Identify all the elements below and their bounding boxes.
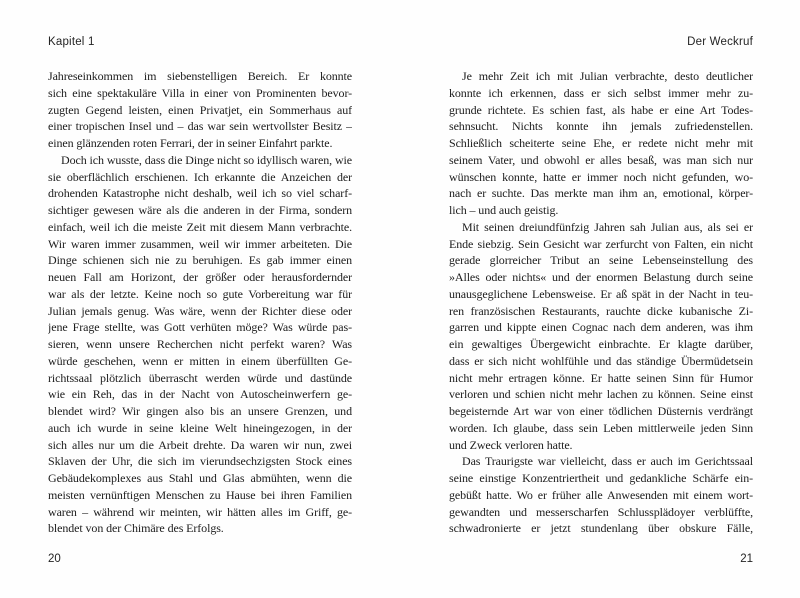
text-line: Gebäudekomplexes aus Stahl und Glas abmühten, wenn die bbox=[48, 471, 352, 485]
text-line: Schließlich scheiterte seine Ehe, er redete nicht mehr mit bbox=[449, 136, 753, 150]
text-line: einer tropischen Insel und – das war sein wertvollster Besitz – bbox=[48, 119, 352, 134]
text-line: unausgeglichene Lebensweise. Er aß spät in der Nacht in teu- bbox=[449, 286, 753, 301]
text-line: ein gewaltiges Übergewicht einbrachte. Er klagte darüber, bbox=[449, 337, 753, 351]
text-line: konnte ich erkennen, dass er sich selbst immer mehr zu- bbox=[449, 85, 753, 100]
text-line: wünschen konnte, hatte er immer noch nicht gefunden, wo- bbox=[449, 169, 753, 184]
text-line: drohenden Katastrophe nicht deshalb, weil ich so viel scharf- bbox=[48, 186, 352, 201]
text-line: begeisternde Art war von einer tödlichen Düsternis verdrängt bbox=[449, 404, 753, 418]
text-line: grunde richtete. Es schien fast, als habe er eine Art Todes- bbox=[449, 102, 753, 117]
running-head-chapter: Kapitel 1 bbox=[48, 36, 95, 48]
text-line: Das Traurigste war vielleicht, dass er auch im Gerichtssaal bbox=[462, 454, 753, 469]
text-line: verloren und schien nicht mehr lachen zu können. Seine einst bbox=[449, 387, 753, 402]
text-line: Julian jemals genug. Was wäre, wenn der Richter diese oder bbox=[48, 303, 352, 318]
text-line: »Alles oder nichts« und der enormen Belastung durch seine bbox=[449, 270, 753, 284]
text-line: sich alles nur um die Arbeit drehte. Da waren wir nun, zwei bbox=[48, 437, 352, 452]
text-line: Dinge schienen sich nie zu beruhigen. Es gab immer einen bbox=[48, 253, 352, 268]
text-line: würde geschehen, wenn er mitten in einem überfüllten Ge- bbox=[48, 353, 352, 368]
text-line: seinem Vater, und obwohl er alles besaß, was man sich nur bbox=[449, 152, 753, 167]
text-line: Doch ich wusste, dass die Dinge nicht so idyllisch waren, wie bbox=[61, 152, 352, 167]
text-line: blendet von der Chimäre des Erfolgs. bbox=[48, 521, 224, 536]
running-head-section: Der Weckruf bbox=[687, 36, 753, 48]
text-line: sie oberflächlich erschienen. Ich erkannte die Anzeichen der bbox=[48, 169, 352, 184]
text-line: dass er sich nicht wohlfühle und das ständige Übermüdetsein bbox=[449, 353, 753, 368]
text-line: waren – während wir meinten, wir hätten alles im Griff, ge- bbox=[48, 504, 352, 519]
page-number-left: 20 bbox=[48, 553, 61, 565]
page-right bbox=[449, 0, 753, 598]
text-line: und Zweck verloren hatte. bbox=[449, 437, 573, 452]
page-left bbox=[48, 0, 352, 598]
text-line: neuen Fall am Horizont, der größer oder herausfordernder bbox=[48, 270, 352, 284]
text-line: garren und kippte einen Cognac nach dem anderen, was ihm bbox=[449, 320, 753, 335]
text-line: einfach, weil ich die meiste Zeit mit diesem Mann verbrachte. bbox=[48, 219, 352, 234]
text-line: lich – und auch geistig. bbox=[449, 203, 559, 217]
page-number-right: 21 bbox=[740, 553, 753, 565]
text-line: seine einstige Konzentriertheit und gedankliche Schärfe ein- bbox=[449, 471, 753, 485]
text-line: Sklaven der Uhr, die sich im vierundsechzigsten Stock eines bbox=[48, 454, 352, 469]
text-line: Ende siebzig. Sein Gesicht war zerfurcht von Falten, ein nicht bbox=[449, 236, 753, 251]
text-line: zugten Gegend leisten, einen Privatjet, ein Sommerhaus auf bbox=[48, 102, 352, 117]
text-line: sich eine spektakuläre Villa in einer von Prominenten bevor- bbox=[48, 85, 352, 100]
text-line: richtssaal plötzlich überrascht werden würde und dastünde bbox=[48, 370, 352, 385]
text-line: schwadronierte er jetzt stundenlang über obskure Fälle, bbox=[449, 521, 753, 536]
text-line: jene Frage stellte, was Gott verhüten möge? Was würde pas- bbox=[48, 320, 352, 335]
text-line: Wir waren immer zusammen, weil wir immer arbeiteten. Die bbox=[48, 236, 352, 251]
text-line: auch ich wurde in seine kleine Welt hineingezogen, in der bbox=[48, 420, 352, 435]
text-line: nach er suchte. Das merkte man ihm an, emotional, körper- bbox=[449, 186, 753, 201]
text-line: Mit seinen dreiundfünfzig Jahren sah Julian aus, als sei er bbox=[462, 219, 753, 234]
text-line: sichtiger gewesen wäre als die anderen in der Firma, sondern bbox=[48, 203, 352, 217]
text-line: blendet wird? Wir gingen also bis an unsere Grenzen, und bbox=[48, 404, 352, 418]
text-line: sieren, wenn unsere Recherchen nicht perfekt waren? Was bbox=[48, 337, 352, 351]
text-line: war als der letzte. Keine noch so gute Vorbereitung war für bbox=[48, 286, 352, 301]
text-line: Jahreseinkommen im siebenstelligen Bereich. Er konnte bbox=[48, 69, 352, 83]
text-line: nicht mehr ertragen könne. Er hatte seinen Sinn für Humor bbox=[449, 370, 753, 385]
text-line: gebüßt hatte. Wo er früher alle Anwesenden mit einem wort- bbox=[449, 487, 753, 502]
text-line: meisten vernünftigen Menschen zu Hause bei ihren Familien bbox=[48, 487, 352, 502]
text-line: Je mehr Zeit ich mit Julian verbrachte, desto deutlicher bbox=[462, 69, 753, 83]
page-right-body bbox=[449, 68, 753, 537]
text-line: gewandten und messerscharfen Schlussplädoyer verblüffte, bbox=[449, 504, 753, 519]
page-left-body bbox=[48, 68, 352, 537]
text-line: worden. Ich glaube, dass sein Leben mittlerweile jeden Sinn bbox=[449, 420, 753, 435]
text-line: einen glänzenden roten Ferrari, der in seiner Einfahrt parkte. bbox=[48, 136, 333, 150]
text-line: gerade glorreicher Tribut an seine Lebenseinstellung des bbox=[449, 253, 753, 268]
text-line: ren französischen Restaurants, rauchte dicke kubanische Zi- bbox=[449, 303, 753, 318]
text-line: sehnsucht. Nichts konnte ihn jemals zufriedenstellen. bbox=[449, 119, 753, 134]
text-line: wie ein Reh, das in der Nacht von Autoscheinwerfern ge- bbox=[48, 387, 352, 402]
